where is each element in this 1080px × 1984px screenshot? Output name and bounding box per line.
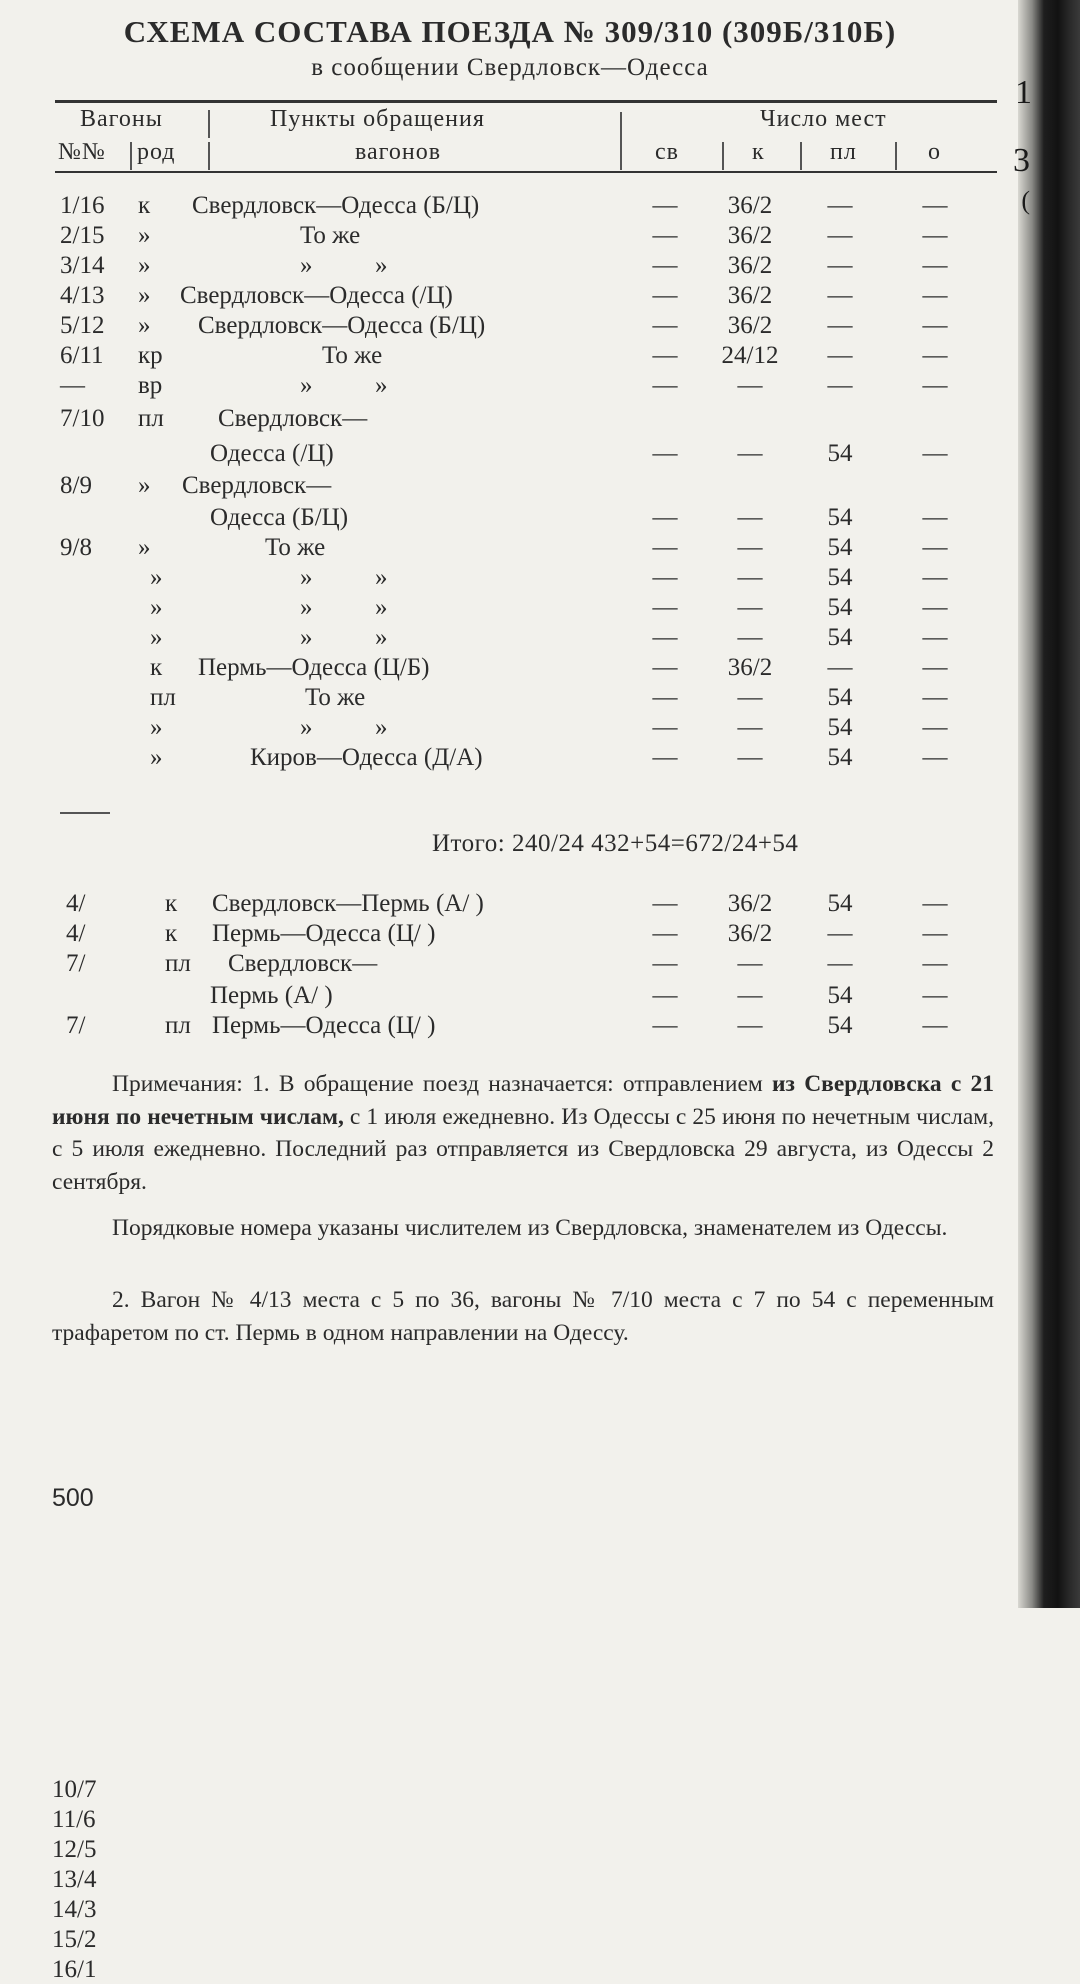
- table-row: [0, 472, 1000, 503]
- wagon-route: Пермь—Одесса (Ц/ ): [212, 920, 436, 947]
- seats-o: —: [922, 594, 948, 621]
- seats-k: 36/2: [727, 282, 773, 309]
- wagon-kind: »: [138, 534, 151, 561]
- binding-mark: 1: [1015, 74, 1032, 111]
- seats-sv: —: [652, 222, 678, 249]
- seats-o: —: [922, 654, 948, 681]
- seats-pl: —: [827, 920, 853, 947]
- wagon-route: Свердловск—Пермь (А/ ): [212, 890, 484, 917]
- seats-pl: —: [827, 342, 853, 369]
- seats-k: 36/2: [727, 920, 773, 947]
- binding-mark: (: [1021, 186, 1030, 215]
- wagon-kind: к: [165, 920, 178, 947]
- seats-k: 36/2: [727, 312, 773, 339]
- wagon-kind: »: [150, 744, 163, 771]
- seats-k: —: [737, 624, 763, 651]
- seats-k: —: [737, 714, 763, 741]
- wagon-route: » »: [300, 594, 388, 621]
- wagon-route: Одесса (Б/Ц): [210, 504, 349, 531]
- pencil-underline: [60, 812, 110, 814]
- wagon-number: 7/: [66, 950, 86, 977]
- seats-k: 36/2: [727, 890, 773, 917]
- seats-o: —: [922, 684, 948, 711]
- wagon-kind: »: [138, 312, 151, 339]
- wagon-kind: к: [138, 192, 151, 219]
- table-row: [0, 372, 1000, 403]
- wagon-kind: »: [150, 594, 163, 621]
- wagon-kind: »: [150, 564, 163, 591]
- header-points: Пункты обращения: [270, 106, 485, 132]
- seats-o: —: [922, 504, 948, 531]
- wagon-route: Одесса (/Ц): [210, 440, 334, 467]
- wagon-number: 8/9: [60, 472, 92, 499]
- wagon-route: Свердловск—Одесса (Б/Ц): [198, 312, 486, 339]
- seats-o: —: [922, 342, 948, 369]
- table-row: [0, 405, 1000, 436]
- book-binding-edge: [1013, 0, 1080, 1608]
- wagon-kind: кр: [138, 342, 163, 369]
- seats-o: —: [922, 920, 948, 947]
- seats-k: —: [737, 534, 763, 561]
- seats-pl: —: [827, 282, 853, 309]
- seats-k: —: [737, 594, 763, 621]
- note-text: с 1 июля ежедневно. Из Одессы с 25 июня по нечетным числам, с 5 июля ежедневно. Последний раз отправляется из Свердловска 29 августа, из Одессы 2 сентября.: [52, 1103, 994, 1195]
- wagon-number: 12/5: [52, 1836, 97, 1863]
- wagon-route: » »: [300, 372, 388, 399]
- wagon-route: Пермь (А/ ): [210, 982, 333, 1009]
- seats-pl: —: [827, 222, 853, 249]
- seats-k: —: [737, 950, 763, 977]
- seats-o: —: [922, 282, 948, 309]
- wagon-kind: »: [138, 282, 151, 309]
- table-row: [0, 982, 1000, 1013]
- seats-pl: 54: [827, 564, 853, 591]
- wagon-route: То же: [265, 534, 326, 561]
- table-row: [0, 192, 1000, 223]
- seats-sv: —: [652, 372, 678, 399]
- seats-pl: 54: [827, 534, 853, 561]
- wagon-number: 4/: [66, 920, 86, 947]
- wagon-route: Свердловск—: [182, 472, 332, 499]
- seats-sv: —: [652, 890, 678, 917]
- seats-sv: —: [652, 504, 678, 531]
- wagon-route: Пермь—Одесса (Ц/ ): [212, 1012, 436, 1039]
- seats-o: —: [922, 624, 948, 651]
- header-kind: род: [137, 139, 176, 165]
- seats-pl: —: [827, 654, 853, 681]
- seats-k: 24/12: [721, 342, 779, 369]
- wagon-route: » »: [300, 252, 388, 279]
- seats-sv: —: [652, 714, 678, 741]
- seats-sv: —: [652, 920, 678, 947]
- seats-k: —: [737, 372, 763, 399]
- seats-pl: —: [827, 950, 853, 977]
- wagon-kind: »: [138, 222, 151, 249]
- seats-pl: —: [827, 372, 853, 399]
- seats-o: —: [922, 440, 948, 467]
- wagon-number: —: [60, 372, 85, 399]
- seats-pl: 54: [827, 744, 853, 771]
- wagon-number: 13/4: [52, 1866, 97, 1893]
- wagon-route: Свердловск—Одесса (/Ц): [180, 282, 453, 309]
- seats-sv: —: [652, 440, 678, 467]
- header-wagons: Вагоны: [80, 106, 163, 132]
- wagon-kind: к: [150, 654, 163, 681]
- seats-sv: —: [652, 1012, 678, 1039]
- wagon-kind: пл: [138, 405, 164, 432]
- seats-sv: —: [652, 624, 678, 651]
- note-text: Примечания: 1. В обращение поезд назначается: отправлением: [112, 1071, 772, 1097]
- seats-o: —: [922, 222, 948, 249]
- seats-sv: —: [652, 252, 678, 279]
- note-text: 2. Вагон № 4/13 места с 5 по 36, вагоны № 7/10 места с 7 по 54 с переменным трафаретом по ст. Пермь в одном направлении на Одессу.: [52, 1287, 994, 1346]
- seats-k: —: [737, 684, 763, 711]
- note-text: Порядковые номера указаны числителем из Свердловска, знаменателем из Одессы.: [112, 1215, 948, 1241]
- wagon-route: Свердловск—: [228, 950, 378, 977]
- wagon-number: 15/2: [52, 1926, 97, 1953]
- seats-o: —: [922, 982, 948, 1009]
- seats-pl: 54: [827, 440, 853, 467]
- wagon-kind: пл: [165, 950, 191, 977]
- wagon-kind: »: [150, 624, 163, 651]
- seats-sv: —: [652, 684, 678, 711]
- wagon-kind: вр: [138, 372, 163, 399]
- seats-k: —: [737, 744, 763, 771]
- wagon-kind: »: [138, 472, 151, 499]
- seats-k: 36/2: [727, 192, 773, 219]
- header-sv: св: [655, 139, 679, 165]
- seats-k: 36/2: [727, 222, 773, 249]
- wagon-route: Киров—Одесса (Д/А): [250, 744, 483, 771]
- seats-sv: —: [652, 982, 678, 1009]
- wagon-route: То же: [305, 684, 366, 711]
- header-divider: [800, 142, 802, 170]
- seats-o: —: [922, 714, 948, 741]
- wagon-route: » »: [300, 564, 388, 591]
- header-divider: [130, 142, 132, 170]
- table-row: [0, 252, 1000, 283]
- seats-pl: 54: [827, 504, 853, 531]
- seats-sv: —: [652, 654, 678, 681]
- table-header-rule: [55, 171, 997, 173]
- header-divider: [620, 112, 622, 170]
- table-row: [0, 920, 1000, 951]
- wagon-number: 3/14: [60, 252, 105, 279]
- wagon-route: Свердловск—Одесса (Б/Ц): [192, 192, 480, 219]
- seats-k: 36/2: [727, 252, 773, 279]
- table-total: Итого: 240/24 432+54=672/24+54: [432, 830, 799, 857]
- header-o: о: [928, 139, 941, 165]
- seats-sv: —: [652, 534, 678, 561]
- seats-k: —: [737, 440, 763, 467]
- seats-o: —: [922, 890, 948, 917]
- wagon-number: 6/11: [60, 342, 104, 369]
- wagon-kind: »: [138, 252, 151, 279]
- wagon-number: 7/10: [60, 405, 105, 432]
- seats-pl: 54: [827, 1012, 853, 1039]
- seats-sv: —: [652, 594, 678, 621]
- wagon-number: 9/8: [60, 534, 92, 561]
- seats-pl: 54: [827, 594, 853, 621]
- header-divider: [722, 142, 724, 170]
- header-divider: [208, 142, 210, 170]
- seats-k: —: [737, 564, 763, 591]
- wagon-number: 10/7: [52, 1776, 97, 1803]
- wagon-route: То же: [300, 222, 361, 249]
- wagon-number: 7/: [66, 1012, 86, 1039]
- table-row: [0, 282, 1000, 313]
- header-points-2: вагонов: [355, 139, 442, 165]
- seats-pl: —: [827, 312, 853, 339]
- seats-pl: 54: [827, 624, 853, 651]
- wagon-kind: пл: [150, 684, 176, 711]
- notes-paragraph-2: [52, 1212, 994, 1245]
- seats-pl: 54: [827, 982, 853, 1009]
- wagon-route: Пермь—Одесса (Ц/Б): [198, 654, 430, 681]
- table-row: [0, 504, 1000, 535]
- wagon-kind: пл: [165, 1012, 191, 1039]
- header-pl: пл: [830, 139, 857, 165]
- header-divider: [895, 142, 897, 170]
- seats-sv: —: [652, 744, 678, 771]
- seats-o: —: [922, 534, 948, 561]
- wagon-route: Свердловск—: [218, 405, 368, 432]
- page-subtitle: в сообщении Свердловск—Одесса: [311, 54, 709, 81]
- table-row: [0, 312, 1000, 343]
- seats-sv: —: [652, 312, 678, 339]
- table-row: [0, 222, 1000, 253]
- seats-sv: —: [652, 342, 678, 369]
- seats-sv: —: [652, 282, 678, 309]
- seats-k: —: [737, 1012, 763, 1039]
- wagon-number: 4/: [66, 890, 86, 917]
- table-top-rule: [55, 100, 997, 103]
- table-row: [0, 440, 1000, 471]
- header-divider: [208, 110, 210, 138]
- binding-mark: 3: [1013, 142, 1030, 179]
- table-row: [0, 950, 1000, 981]
- wagon-kind: »: [150, 714, 163, 741]
- table-row: [0, 1012, 1000, 1043]
- wagon-number: 4/13: [60, 282, 105, 309]
- wagon-kind: к: [165, 890, 178, 917]
- seats-o: —: [922, 564, 948, 591]
- seats-sv: —: [652, 564, 678, 591]
- wagon-number: 14/3: [52, 1896, 97, 1923]
- seats-o: —: [922, 312, 948, 339]
- wagon-number: 5/12: [60, 312, 105, 339]
- note-text-bold: из Свердловска с 21 июня по нечетным числам,: [52, 1071, 994, 1130]
- wagon-number: 2/15: [60, 222, 105, 249]
- page-number: 500: [52, 1484, 94, 1512]
- wagon-route: » »: [300, 624, 388, 651]
- seats-pl: 54: [827, 890, 853, 917]
- wagon-number: 16/1: [52, 1956, 97, 1983]
- seats-o: —: [922, 372, 948, 399]
- wagon-route: То же: [322, 342, 383, 369]
- seats-o: —: [922, 192, 948, 219]
- table-row: [0, 534, 1000, 565]
- header-seats: Число мест: [760, 106, 887, 132]
- header-nums: №№: [58, 139, 106, 165]
- seats-o: —: [922, 950, 948, 977]
- seats-o: —: [922, 1012, 948, 1039]
- seats-pl: —: [827, 192, 853, 219]
- notes-paragraph-3: [52, 1284, 994, 1349]
- notes-paragraph-1: [52, 1068, 994, 1198]
- seats-pl: —: [827, 252, 853, 279]
- seats-k: —: [737, 504, 763, 531]
- seats-sv: —: [652, 192, 678, 219]
- seats-k: 36/2: [727, 654, 773, 681]
- wagon-number: 11/6: [52, 1806, 96, 1833]
- wagon-route: » »: [300, 714, 388, 741]
- header-k: к: [752, 139, 765, 165]
- seats-o: —: [922, 744, 948, 771]
- table-row: [0, 890, 1000, 921]
- seats-pl: 54: [827, 714, 853, 741]
- table-row: [0, 342, 1000, 373]
- seats-pl: 54: [827, 684, 853, 711]
- page-title: СХЕМА СОСТАВА ПОЕЗДА № 309/310 (309Б/310Б): [123, 14, 897, 49]
- wagon-number: 1/16: [60, 192, 105, 219]
- seats-k: —: [737, 982, 763, 1009]
- seats-sv: —: [652, 950, 678, 977]
- seats-o: —: [922, 252, 948, 279]
